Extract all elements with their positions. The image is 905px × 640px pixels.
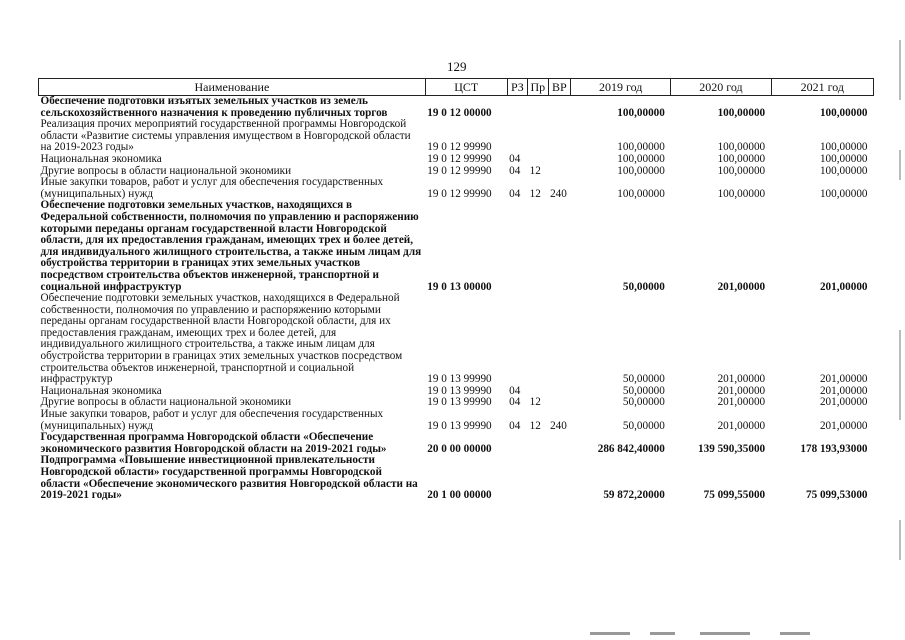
row-pr: 12 <box>529 164 541 177</box>
row-2021: 100,00000 <box>819 164 868 177</box>
row-2019: 50,00000 <box>622 373 665 386</box>
scan-edge-marks <box>895 0 903 640</box>
row-cst: 19 0 12 99990 <box>427 141 492 154</box>
row-2019: 100,00000 <box>617 187 665 200</box>
row-pr <box>528 96 548 120</box>
budget-table-sheet <box>38 78 874 502</box>
row-cst: 19 0 12 00000 <box>427 106 492 119</box>
row-2020: 75 099,55000 <box>703 489 766 502</box>
table-row <box>39 455 874 501</box>
row-cst: 19 0 12 99990 <box>427 164 492 177</box>
header-2021: 2021 год <box>771 79 873 96</box>
header-2020: 2020 год <box>671 79 771 96</box>
row-2019: 59 872,20000 <box>603 489 665 502</box>
row-rz <box>507 200 527 293</box>
table-row <box>39 293 874 386</box>
table-row <box>39 177 874 200</box>
row-name: Реализация прочих мероприятий государственной программы Новгородской области «Развитие системы управления имуществом в Новгородской области на 2019-2023 годы» <box>40 118 411 154</box>
row-2021: 201,00000 <box>819 373 868 386</box>
row-vr <box>548 386 571 398</box>
table-row <box>39 119 874 154</box>
row-2020: 139 590,35000 <box>698 442 766 455</box>
table-row <box>39 432 874 455</box>
row-2019: 286 842,40000 <box>597 442 665 455</box>
budget-table <box>38 78 874 502</box>
header-rz: РЗ <box>507 79 527 96</box>
row-2019: 100,00000 <box>617 164 665 177</box>
row-pr <box>528 432 548 455</box>
row-name: Обеспечение подготовки земельных участков, находящихся в Федеральной собственности, полномочия по управлению и распоряжению которыми переданы органам государственной власти Новгородской области, для их предоставления гражданам, имеющих трех и более детей, для индивидуального жилищного строительства, а также иным лицам для обустройства территории в границах этих земельных участков посредством строительства объектов инженерной, транспортной и социальной инфраструктур <box>40 199 422 293</box>
page-number: 129 <box>447 59 467 74</box>
row-cst: 19 0 13 99990 <box>427 373 492 386</box>
row-pr <box>528 455 548 501</box>
row-2020: 201,00000 <box>717 396 766 409</box>
row-2021: 100,00000 <box>819 152 868 165</box>
row-2019: 50,00000 <box>622 396 665 409</box>
row-2019: 50,00000 <box>622 419 665 432</box>
row-2021: 100,00000 <box>819 106 868 119</box>
row-name: Подпрограмма «Повышение инвестиционной привлекательности Новгородской области» государственной программы Новгородской области «Обеспечение экономического развития Новгородской области на 2019-2021 годы» <box>40 454 418 502</box>
row-pr <box>528 119 548 154</box>
row-2020: 201,00000 <box>717 384 766 397</box>
row-2020: 201,00000 <box>717 373 766 386</box>
table-header-row <box>39 79 874 96</box>
row-rz <box>507 432 527 455</box>
row-rz <box>507 119 527 154</box>
row-cst: 19 0 12 99990 <box>427 187 492 200</box>
header-cst: ЦСТ <box>425 79 507 96</box>
row-rz: 04 <box>509 419 521 432</box>
table-row <box>39 409 874 432</box>
row-vr <box>548 119 571 154</box>
row-2020: 100,00000 <box>717 141 766 154</box>
row-2021: 201,00000 <box>819 280 868 293</box>
row-pr: 12 <box>529 187 541 200</box>
row-name: Государственная программа Новгородской области «Обеспечение экономического развития Новгородской области на 2019-2021 годы» <box>40 431 387 455</box>
row-cst: 19 0 12 99990 <box>427 152 492 165</box>
row-2019: 50,00000 <box>622 384 665 397</box>
row-cst: 19 0 13 00000 <box>427 280 492 293</box>
row-name: Другие вопросы в области национальной экономики <box>40 396 292 409</box>
row-vr: 240 <box>550 419 567 432</box>
row-rz <box>507 455 527 501</box>
row-vr: 240 <box>550 187 567 200</box>
row-vr <box>548 200 571 293</box>
row-2021: 100,00000 <box>819 141 868 154</box>
row-rz <box>507 293 527 386</box>
row-pr <box>528 293 548 386</box>
row-2021: 100,00000 <box>819 187 868 200</box>
row-2021: 75 099,53000 <box>805 489 868 502</box>
header-vr: ВР <box>548 79 571 96</box>
table-row <box>39 96 874 120</box>
row-2019: 50,00000 <box>622 280 665 293</box>
row-pr: 12 <box>529 396 541 409</box>
row-2019: 100,00000 <box>617 141 665 154</box>
row-rz: 04 <box>509 384 521 397</box>
row-2021: 201,00000 <box>819 419 868 432</box>
header-name: Наименование <box>39 79 426 96</box>
row-rz <box>507 96 527 120</box>
row-name: Обеспечение подготовки изъятых земельных участков из земель сельскохозяйственного назначения к проведению публичных торгов <box>40 95 388 119</box>
row-cst: 19 0 13 99990 <box>427 396 492 409</box>
row-vr <box>548 455 571 501</box>
row-cst: 20 0 00 00000 <box>427 442 492 455</box>
row-vr <box>548 293 571 386</box>
row-vr <box>548 166 571 178</box>
row-2020: 201,00000 <box>717 419 766 432</box>
table-row <box>39 200 874 293</box>
row-2020: 100,00000 <box>717 106 766 119</box>
header-2019: 2019 год <box>571 79 671 96</box>
row-cst: 20 1 00 00000 <box>427 489 492 502</box>
row-2020: 100,00000 <box>717 152 766 165</box>
scan-bottom-marks <box>590 632 850 636</box>
row-vr <box>548 154 571 166</box>
row-2021: 178 193,93000 <box>800 442 868 455</box>
row-vr <box>548 96 571 120</box>
row-rz: 04 <box>509 187 521 200</box>
row-2020: 100,00000 <box>717 187 766 200</box>
header-pr: Пр <box>528 79 548 96</box>
table-row <box>39 154 874 166</box>
row-pr: 12 <box>529 419 541 432</box>
row-name: Иные закупки товаров, работ и услуг для обеспечения государственных (муниципальных) нужд <box>40 176 384 200</box>
row-vr <box>548 397 571 409</box>
row-name: Национальная экономика <box>40 384 162 397</box>
row-cst: 19 0 13 99990 <box>427 419 492 432</box>
row-2021: 201,00000 <box>819 396 868 409</box>
row-name: Другие вопросы в области национальной экономики <box>40 164 292 177</box>
row-cst: 19 0 13 99990 <box>427 384 492 397</box>
row-rz: 04 <box>509 396 521 409</box>
row-name: Национальная экономика <box>40 152 162 165</box>
row-rz: 04 <box>509 164 521 177</box>
row-2019: 100,00000 <box>617 152 665 165</box>
row-name: Обеспечение подготовки земельных участков, находящихся в Федеральной собственности, полномочия по управлению и распоряжению которыми переданы органам государственной власти Новгородской области, для их предоставления гражданам, имеющих трех и более детей, для индивидуального жилищного строительства, а также иным лицам для обустройства территории в границах этих земельных участков посредством строительства объектов инженерной, транспортной и социальной инфраструктур <box>40 292 403 386</box>
row-rz: 04 <box>509 152 521 165</box>
row-2019: 100,00000 <box>617 106 665 119</box>
row-pr <box>528 200 548 293</box>
row-2020: 100,00000 <box>717 164 766 177</box>
row-name: Иные закупки товаров, работ и услуг для обеспечения государственных (муниципальных) нужд <box>40 408 384 432</box>
row-2020: 201,00000 <box>717 280 766 293</box>
row-2021: 201,00000 <box>819 384 868 397</box>
row-vr <box>548 432 571 455</box>
row-pr <box>528 154 548 166</box>
